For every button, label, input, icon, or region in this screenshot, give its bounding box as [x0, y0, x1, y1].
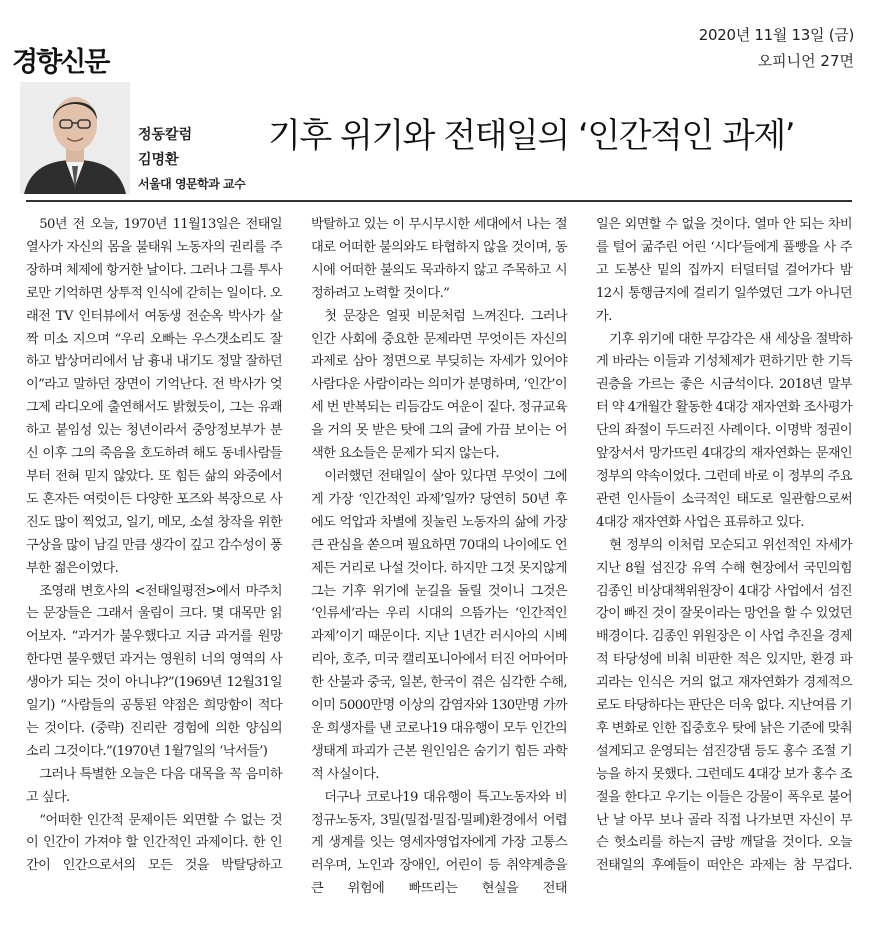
- paragraph: 그러나 특별한 오늘은 다음 대목을 꼭 음미하고 싶다.: [26, 766, 282, 805]
- paragraph: 50년 전 오늘, 1970년 11월13일은 전태일 열사가 자신의 몸을 불태워 노동자의 권리를 주장하며 체제에 항거한 날이다. 그러나 그를 투사로만 기억하면 상투적 인식에 갇히는 일이다. 오래전 TV 인터뷰에서 여동생 전순옥 박사가 살짝 미소 지으며 “우리 오빠는 우스갯소리도 잘하고 밥상머리에서 남 흉내 내기도 정말 잘하던 이”라고 말하던 장면이 기억난다. 전 박사가 엊그제 라디오에 출연해서도 밝혔듯이, 그는 유쾌하고 붙임성 있는 청년이라서 중앙정보부가 분신 이후 그의 죽음을 호도하려 해도 동네사람들부터 전혀 믿지 않았다. 또 힘든 삶의 와중에서도 혼자든 여럿이든 다양한 포즈와 복장으로 사진도 많이 찍었고, 일기, 메모, 소설 창작을 위한 구상을 많이 남길 만큼 생각이 깊고 감수성이 풍부한 젊은이였다.: [26, 217, 282, 576]
- paragraph: 일은 외면할 수 없을 것이다. 열마 안 되는 차비를 털어 굶주린 어린 ‘시다’들에게 풀빵을 사 주고 도봉산 밑의 집까지 터덜터덜 걸어가다 밤 12시 통행금지에 걸리기 일쑤였던 그가 아니던가.: [596, 217, 852, 324]
- byline: [138, 124, 245, 192]
- article-column-3: [596, 214, 852, 878]
- paragraph: 박탈하고 있는 이 무시무시한 세대에서 나는 절대로 어떠한 불의와도 타협하지 않을 것이며, 동시에 어떠한 불의도 묵과하지 않고 주목하고 시정하려고 노력할 것이다.”: [311, 217, 567, 301]
- author-affiliation: 서울대 영문학과 교수: [138, 177, 246, 191]
- article-column-2: [311, 214, 567, 901]
- paragraph: 더구나 코로나19 대유행이 특고노동자와 비정규노동자, 3밀(밀접·밀집·밀폐)환경에서 어렵게 생계를 잇는 영세자영업자에게 가장 고통스러우며, 노인과 장애인, 어린이 등 취약계층을 큰 위험에 빠뜨리는 현실을 전태: [311, 789, 567, 897]
- paragraph: 첫 문장은 얼핏 비문처럼 느껴진다. 그러나 인간 사회에 중요한 문제라면 무엇이든 자신의 과제로 삼아 정면으로 부딪히는 자세가 있어야 사람다운 사람이라는 의미가 분명하며, ‘인간’이 세 번 반복되는 리듬감도 여운이 짙다. 정규교육을 거의 못 받은 탓에 그의 글에 가끔 보이는 어색한 요소들은 문제가 되지 않는다.: [311, 308, 567, 462]
- author-name: 김명환: [138, 152, 179, 168]
- author-portrait: [20, 82, 130, 194]
- column-series-name: 정동칼럼: [138, 127, 193, 143]
- newspaper-masthead: 경향신문: [12, 47, 109, 78]
- publication-date: 2020년 11월 13일 (금): [698, 26, 854, 44]
- article-column-1: [26, 214, 282, 878]
- author-photo-icon: [20, 82, 130, 194]
- paragraph: 조영래 변호사의 <전태일평전>에서 마주치는 문장들은 그래서 울림이 크다. 몇 대목만 읽어보자. “과거가 불우했다고 지금 과거를 원망한다면 불우했던 과거는 영원히 너의 영역의 사생아가 되는 것이 아니냐?”(1969년 12월31일 일기) “사람들의 공통된 약점은 희망함이 적다는 것이다. (중략) 진리란 경험에 의한 양심의 소리 그것이다.”(1970년 1월7일의 ‘낙서들’): [26, 583, 282, 759]
- article-headline: 기후 위기와 전태일의 ‘인간적인 과제’: [268, 116, 795, 156]
- article-body: [26, 214, 852, 934]
- paragraph: 기후 위기에 대한 무감각은 새 세상을 절박하게 바라는 이들과 기성체제가 편하기만 한 기득권층을 가르는 좋은 시금석이다. 2018년 말부터 약 4개월간 활동한 4대강 재자연화 조사평가단의 좌절이 두드러진 사례이다. 이명박 정권이 앞장서서 망가뜨린 4대강의 재자연화는 문재인 정부의 약속이었다. 그런데 바로 이 정부의 주요 관련 인사들이 소극적인 태도로 일관함으로써 4대강 재자연화 사업은 표류하고 있다.: [596, 331, 852, 530]
- header-divider: [26, 200, 852, 202]
- paragraph: 이러했던 전태일이 살아 있다면 무엇이 그에게 가장 ‘인간적인 과제’일까? 당연히 50년 후에도 억압과 차별에 짓눌린 노동자의 삶에 가장 큰 관심을 쏟으며 필요하면 70대의 나이에도 언제든 거리로 나설 것이다. 하지만 그것 못지않게 그는 기후 위기에 눈길을 돌릴 것이니 그것은 ‘인류세’라는 우리 시대의 으뜸가는 ‘인간적인 과제’이기 때문이다. 지난 1년간 러시아의 시베리아, 호주, 미국 캘리포니아에서 터진 어마어마한 산불과 중국, 일본, 한국이 겪은 심각한 수해, 이미 5000만명 이상의 감염자와 130만명 가까운 희생자를 낸 코로나19 대유행이 모두 인간의 생태계 파괴가 근본 원인임은 숨기기 힘든 과학적 사실이다.: [311, 468, 567, 782]
- section-page: 오피니언 27면: [757, 52, 854, 70]
- paragraph: 현 정부의 이처럼 모순되고 위선적인 자세가 지난 8월 섬진강 유역 수해 현장에서 국민의힘 김종인 비상대책위원장이 4대강 사업에서 섬진강이 빠진 것이 잘못이라는 망언을 할 수 있었던 배경이다. 김종인 위원장은 이 사업 추진을 경제적 타당성에 비춰 비판한 적은 있지만, 환경 파괴라는 인식은 거의 없고 재자연화가 경제적으로도 타당하다는 판단은 더욱 없다. 지난여름 기후 변화로 인한 집중호우 탓에 낡은 기준에 맞춰 설계되고 운영되는 섬진강댐 등도 홍수 조절 기능을 하지 못했다. 그런데도 4대강 보가 홍수 조절을 한다고 우기는 이들은 강물이 폭우로 불어난 날 아무 보나 골라 직접 나가보면 자신이 무슨 헛소리를 하는지 금방 깨달을 것이다. 오늘 전태일의 후예들이 떠안은 과제는 참 무겁다.: [596, 537, 852, 874]
- paragraph: “어떠한 인간적 문제이든 외면할 수 없는 것이 인간이 가져야 할 인간적인 과제이다. 한 인간이 인간으로서의 모든 것을 박탈당하고: [26, 812, 282, 874]
